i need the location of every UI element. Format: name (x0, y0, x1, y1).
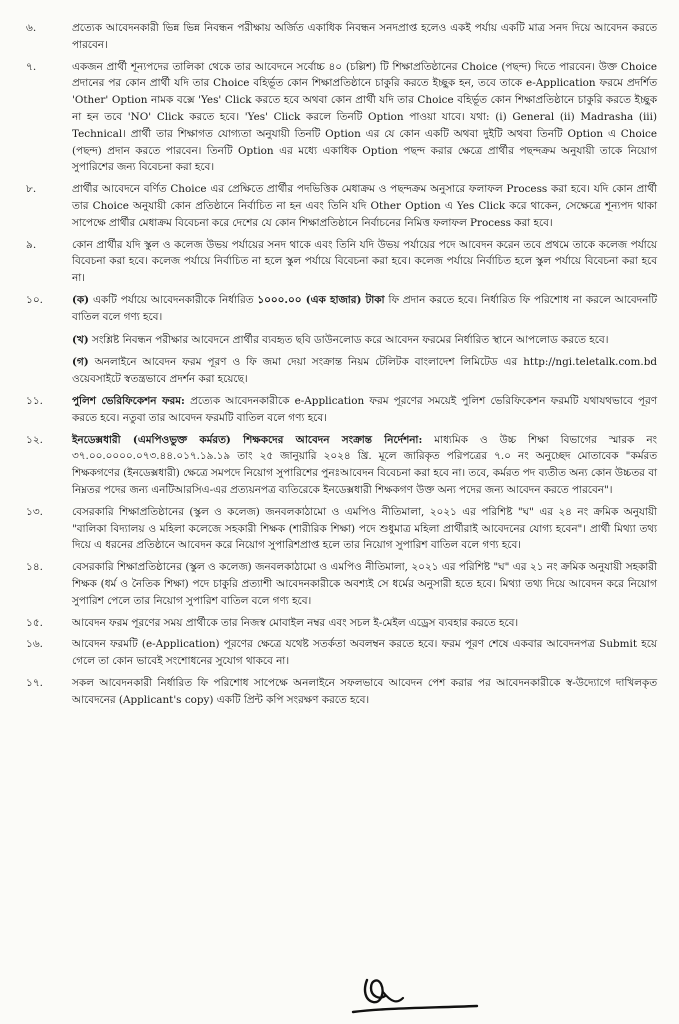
item-number: ৬. (26, 22, 37, 34)
item-paragraph (72, 59, 657, 177)
paragraph-text: আবেদন ফরম পূরণের সময় প্রার্থীকে তার নিজস্ব মোবাইল নম্বর এবং সচল ই-মেইল এড্রেস ব্যবহার করতে হবে। (72, 616, 519, 629)
item-paragraph (72, 675, 657, 709)
item-paragraph (72, 615, 657, 632)
list-item (26, 559, 657, 609)
paragraph-lead: (গ) (72, 356, 89, 369)
paragraph-text: অনলাইনে আবেদন ফরম পূরণ ও ফি জমা দেয়া সংক্রান্ত নিয়ম টেলিটক বাংলাদেশ লিমিটেড এর http://ngi.teletalk.com.bd ওয়েবসাইটে স্বতন্ত্রভাবে প্রদর্শন করা হয়েছে। (72, 356, 657, 386)
list-item (26, 615, 657, 632)
item-number: ১২. (26, 433, 43, 446)
item-paragraph (72, 20, 657, 54)
item-number: ১৭. (26, 676, 43, 689)
paragraph-text: প্রার্থীর আবেদনে বর্ণিত Choice এর প্রেক্ষিতে প্রার্থীর পদভিত্তিক মেধাক্রম ও পছন্দক্রম অনুসারে ফলাফল Process করা হবে। যদি কোন প্রার্থী তার Choice অনুযায়ী কোন প্রতিষ্ঠানে নির্বাচিত না হন এবং তিনি যদি Other Option এ Yes Click করে থাকেন, সেক্ষেত্রে শূন্যপদ থাকা সাপেক্ষে প্রার্থীর মেধাক্রম বিবেচনা করে দেশের যে কোন শিক্ষাপ্রতিষ্ঠানে নির্বাচনের নিমিত্ত ফলাফল Process করা হবে। (72, 183, 657, 229)
item-paragraph (72, 181, 657, 231)
item-number: ৮. (26, 183, 37, 196)
item-number: ১৫. (26, 616, 43, 629)
list-item (26, 675, 657, 709)
list-item (26, 59, 657, 177)
item-paragraph (72, 504, 657, 554)
list-item (26, 237, 657, 287)
paragraph-text: মাধ্যমিক ও উচ্চ শিক্ষা বিভাগের স্মারক নং ৩৭.০০.০০০০.০৭৩.৪৪.০১৭.১৯.১৯ তাং ২৫ জানুয়ারি ২০২৪ খ্রি. মূলে জারিকৃত পরিপত্রের ৭.০ নং অনুচ্ছেদ মোতাবেক "কর্মরত শিক্ষকগণের (ইনডেক্সধারী) ক্ষেত্রে সমপদে নিয়োগ সুপারিশের পুনঃআবেদন বিবেচনা করা হবে না। তবে, কর্মরত পদ ব্যতীত অন্য কোন উচ্চতর বা নিম্নতর পদের জন্য এনটিআরসিএ-এর প্রত্যয়নপত্র ব্যতিরেকে ইনডেক্সধারী শিক্ষকগণ উক্ত অন্য পদের জন্য আবেদন করতে পারবেন"। (72, 433, 657, 496)
handwritten-signature (345, 962, 485, 1020)
paragraph-text: সংশ্লিষ্ট নিবন্ধন পরীক্ষার আবেদনে প্রার্থীর ব্যবহৃত ছবি ডাউনলোড করে আবেদন ফরমের নির্ধারিত স্থানে আপলোড করতে হবে। (88, 333, 609, 346)
item-body (72, 59, 657, 177)
item-body (72, 393, 657, 427)
item-body (72, 292, 657, 388)
paragraph-bold: ১০০০.০০ (এক হাজার) টাকা (257, 293, 385, 306)
paragraph-text: বেসরকারি শিক্ষাপ্রতিষ্ঠানের (স্কুল ও কলেজ) জনবলকাঠামো ও এমপিও নীতিমালা, ২০২১ এর পরিশিষ্ট "ঘ" এর ২৪ নং ক্রমিক অনুযায়ী "বালিকা বিদ্যালয় ও মহিলা কলেজে সহকারী শিক্ষক (শারীরিক শিক্ষা) পদে শুধুমাত্র মহিলা প্রার্থীরাই আবেদনের যোগ্য হবেন"। প্রার্থী মিথ্যা তথ্য দিয়ে এ ধরনের প্রতিষ্ঠানে আবেদন করে নিয়োগ সুপারিশপ্রাপ্ত হলে তার নিয়োগ সুপারিশ বাতিল বলে গণ্য হবে। (72, 505, 657, 552)
item-number: ১৬. (26, 638, 43, 651)
list-item (26, 432, 657, 499)
item-paragraph (72, 393, 657, 427)
paragraph-text: একটি পর্যায়ে আবেদনকারীকে নির্ধারিত (89, 293, 258, 306)
paragraph-lead: পুলিশ ভেরিফিকেশন ফরম: (72, 394, 185, 407)
item-body (72, 20, 657, 54)
item-paragraph (72, 237, 657, 287)
item-body (72, 432, 657, 499)
list-item (26, 636, 657, 670)
list-item (26, 181, 657, 231)
item-body (72, 237, 657, 287)
paragraph-text: প্রত্যেক আবেদনকারীকে e-Application ফরম পূরণের সময়েই পুলিশ ভেরিফিকেশন ফরমটি যথাযথভাবে পূরণ করতে হবে। নতুবা তার আবেদন ফরমটি বাতিল বলে গণ্য হবে। (72, 394, 657, 424)
list-item (26, 292, 657, 388)
item-number: ৭. (26, 60, 37, 73)
item-body (72, 615, 657, 632)
paragraph-text: কোন প্রার্থীর যদি স্কুল ও কলেজ উভয় পর্যায়ের সনদ থাকে এবং তিনি যদি উভয় পর্যায়ের পদে আবেদন করেন তবে প্রথমে তাকে কলেজ পর্যায়ে বিবেচনা করা হবে। কলেজ পর্যায়ে নির্বাচিত না হলে স্কুল পর্যায়ে বিবেচনা করা হবে। কলেজ পর্যায়ে নির্বাচিত হলে স্কুল পর্যায়ে বিবেচনা করা হবে না। (72, 238, 657, 285)
paragraph-text: একজন প্রার্থী শূন্যপদের তালিকা থেকে তার আবেদনে সর্বোচ্চ ৪০ (চল্লিশ) টি শিক্ষাপ্রতিষ্ঠানের Choice (পছন্দ) দিতে পারবেন। উক্ত Choice প্রদানের পর কোন প্রার্থী যদি তার Choice বহির্ভূত কোন শিক্ষাপ্রতিষ্ঠানে চাকুরি করতে ইচ্ছুক হন, তবে তাকে e-Application ফরমে প্রদর্শিত 'Other' Option নামক বক্সে 'Yes' Click করতে হবে অথবা কোন প্রার্থী যদি তার Choice বহির্ভূত কোন শিক্ষাপ্রতিষ্ঠানে চাকুরি করতে ইচ্ছুক না হন তবে 'NO' Click করতে হবে। 'Yes' Click করলে তিনটি Option পাওয়া যাবে। যথা: (i) General (ii) Madrasha (iii) Technical। প্রার্থী তার শিক্ষাগত যোগ্যতা অনুযায়ী তিনটি Option এর যে কোন একটি অথবা দুইটি অথবা তিনটি Option এ Choice (পছন্দ) প্রদান করতে পারবেন। তিনটি Option এর মধ্যে একাধিক Option পছন্দ করার ক্ষেত্রে প্রার্থীর পছন্দক্রম অনুযায়ী তাকে নিয়োগ সুপারিশের জন্য বিবেচনা করা হবে। (72, 60, 657, 174)
paragraph-text: প্রত্যেক আবেদনকারী ভিন্ন ভিন্ন নিবন্ধন পরীক্ষায় অর্জিত একাধিক নিবন্ধন সনদপ্রাপ্ত হলেও একই পর্যায় একটি মাত্র সনদ দিয়ে আবেদন করতে পারবেন। (72, 22, 657, 51)
list-item (26, 20, 657, 54)
item-paragraph (72, 636, 657, 670)
paragraph-tail: ফি প্রদান করতে হবে। নির্ধারিত ফি পরিশোধ না করলে আবেদনটি বাতিল বলে গণ্য হবে। (72, 293, 657, 323)
item-paragraph (72, 432, 657, 499)
item-body (72, 636, 657, 670)
item-number: ৯. (26, 238, 37, 251)
item-number: ১০. (26, 293, 43, 306)
paragraph-text: আবেদন ফরমটি (e-Application) পূরণের ক্ষেত্রে যথেষ্ট সতর্কতা অবলম্বন করতে হবে। ফরম পূরণ শেষে একবার আবেদনপত্র Submit হয়ে গেলে তা কোন ভাবেই সংশোধনের সুযোগ থাকবে না। (72, 638, 657, 668)
item-number: ১১. (26, 394, 43, 407)
paragraph-lead: (খ) (72, 333, 89, 346)
list-item (26, 393, 657, 427)
item-paragraph (72, 559, 657, 609)
paragraph-text: বেসরকারি শিক্ষাপ্রতিষ্ঠানের (স্কুল ও কলেজ) জনবলকাঠামো ও এমপিও নীতিমালা, ২০২১ এর পরিশিষ্ট "ঘ" এর ২১ নং ক্রমিক অনুযায়ী সহকারী শিক্ষক (ধর্ম ও নৈতিক শিক্ষা) পদে চাকুরি প্রত্যাশী আবেদনকারীকে অবশ্যই সে ধর্মের অনুসারী হতে হবে। মিথ্যা তথ্য দিয়ে আবেদন করে নিয়োগ সুপারিশ পেলে তার নিয়োগ সুপারিশ বাতিল বলে গণ্য হবে। (72, 561, 657, 607)
item-paragraph (72, 332, 657, 349)
paragraph-lead: (ক) (72, 293, 90, 306)
item-paragraph (72, 354, 657, 388)
instructions-list (26, 20, 657, 708)
item-body (72, 675, 657, 709)
item-body (72, 559, 657, 609)
list-item (26, 504, 657, 554)
item-body (72, 181, 657, 231)
paragraph-text: সকল আবেদনকারী নির্ধারিত ফি পরিশোধ সাপেক্ষে অনলাইনে সফলভাবে আবেদন পেশ করার পর আবেদনকারীকে স্ব-উদ্যোগে দাখিলকৃত আবেদনের (Applicant's copy) একটি প্রিন্ট কপি সংরক্ষণ করতে হবে। (72, 676, 657, 706)
item-paragraph (72, 292, 657, 326)
paragraph-lead: ইনডেক্সধারী (এমপিওভুক্ত কর্মরত) শিক্ষকদের আবেদন সংক্রান্ত নির্দেশনা: (72, 433, 423, 446)
item-number: ১৪. (26, 561, 43, 574)
item-number: ১৩. (26, 505, 43, 518)
item-body (72, 504, 657, 554)
